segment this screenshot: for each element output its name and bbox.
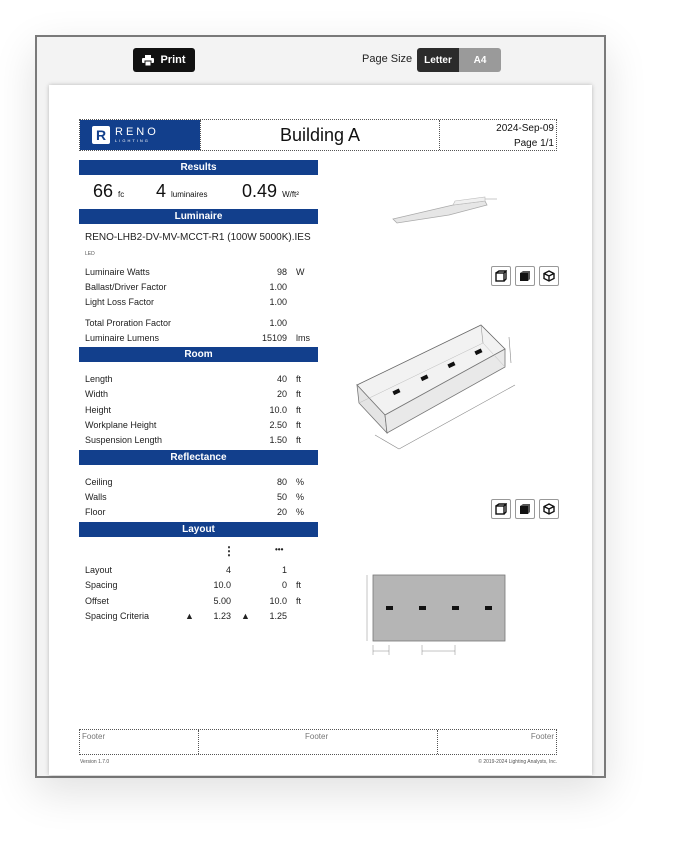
row-value-1: 5.00: [213, 596, 231, 606]
row-unit: ft: [296, 435, 302, 445]
row-value-1: 4: [225, 565, 231, 575]
row-value: 2.50: [269, 420, 287, 430]
report-date: 2024-Sep-09: [496, 123, 554, 134]
cube-front-icon[interactable]: [491, 499, 511, 519]
page-size-a4[interactable]: A4: [459, 48, 501, 72]
row-unit: ft: [296, 580, 302, 590]
cube-front-icon[interactable]: [491, 266, 511, 286]
report-header: [79, 119, 557, 151]
row-unit: %: [296, 507, 305, 517]
row-value-2: 0: [281, 580, 287, 590]
page-size-label: Page Size: [362, 53, 413, 65]
row-unit: ft: [296, 596, 302, 606]
row-label: Spacing Criteria: [85, 611, 150, 621]
row-label: Workplane Height: [85, 420, 157, 430]
results-heading: Results: [79, 160, 318, 175]
logo-sub: LIGHTING: [115, 138, 150, 143]
row-label: Ceiling: [85, 477, 113, 487]
row-value: 1.00: [269, 297, 287, 307]
row-value: 50: [276, 492, 287, 502]
row-value: 10.0: [269, 405, 287, 415]
row-unit: %: [296, 477, 305, 487]
row-value-1: 10.0: [213, 580, 231, 590]
page-number: Page 1/1: [513, 138, 554, 149]
row-layout-icon: •••: [275, 545, 284, 554]
reflectance-heading: Reflectance: [79, 450, 318, 465]
report-footer: [79, 729, 557, 755]
svg-text:R: R: [95, 127, 107, 143]
row-value-1: 1.23: [213, 611, 231, 621]
row-unit: ft: [296, 405, 302, 415]
row-value-2: 1.25: [269, 611, 287, 621]
row-label: Total Proration Factor: [85, 318, 172, 328]
row-label: Floor: [85, 507, 106, 517]
row-unit: W: [296, 267, 305, 277]
view-buttons-plan: [491, 499, 559, 519]
print-label: Print: [160, 54, 186, 66]
printer-icon: [142, 55, 154, 66]
row-label: Luminaire Lumens: [85, 333, 160, 343]
luminaire-count: 4 luminaires: [156, 181, 208, 201]
print-button[interactable]: [133, 48, 195, 72]
logo-text: RENO: [115, 126, 159, 138]
row-unit: lms: [296, 333, 310, 343]
warning-icon: ▲: [185, 611, 194, 621]
column-layout-icon: ⋮: [223, 544, 235, 558]
copyright-text: © 2019-2024 Lighting Analysts, Inc.: [478, 759, 557, 765]
luminaire-heading: Luminaire: [79, 209, 318, 224]
room-heading: Room: [79, 347, 318, 362]
row-label: Walls: [85, 492, 107, 502]
footer-left: Footer: [82, 732, 106, 741]
layout-heading: Layout: [79, 522, 318, 537]
power-density: 0.49 W/ft²: [242, 181, 299, 201]
row-unit: ft: [296, 374, 302, 384]
row-value: 20: [276, 507, 287, 517]
row-label: Spacing: [85, 580, 118, 590]
lamp-type: LED: [85, 251, 95, 257]
row-label: Light Loss Factor: [85, 297, 155, 307]
row-value-2: 1: [281, 565, 287, 575]
view-buttons-3d: [491, 266, 559, 286]
row-label: Height: [85, 405, 112, 415]
page-size-letter[interactable]: Letter: [417, 48, 459, 72]
row-value: 1.50: [269, 435, 287, 445]
toolbar: [37, 37, 604, 85]
cube-iso-icon[interactable]: [539, 499, 559, 519]
row-value: 20: [276, 389, 287, 399]
warning-icon: ▲: [241, 611, 250, 621]
row-value: 15109: [261, 333, 287, 343]
row-unit: ft: [296, 389, 302, 399]
footer-center: Footer: [305, 732, 329, 741]
company-logo: [80, 120, 200, 150]
row-value: 80: [276, 477, 287, 487]
row-value: 98: [276, 267, 287, 277]
cube-side-icon[interactable]: [515, 266, 535, 286]
row-unit: ft: [296, 420, 302, 430]
row-label: Ballast/Driver Factor: [85, 282, 167, 292]
row-value: 40: [276, 374, 287, 384]
report-title: Building A: [200, 120, 440, 150]
row-label: Suspension Length: [85, 435, 163, 445]
report-window: [35, 35, 606, 778]
reno-r-icon: [92, 126, 110, 144]
cube-side-icon[interactable]: [515, 499, 535, 519]
report-page: [49, 85, 592, 775]
row-unit: %: [296, 492, 305, 502]
row-value: 1.00: [269, 318, 287, 328]
row-label: Offset: [85, 596, 109, 606]
ies-filename: RENO-LHB2-DV-MV-MCCT-R1 (100W 5000K).IES: [85, 232, 311, 243]
fc-value: 66 fc: [93, 181, 125, 201]
row-value-2: 10.0: [269, 596, 287, 606]
footer-right: Footer: [530, 732, 554, 741]
row-label: Width: [85, 389, 109, 399]
page-size-toggle: [417, 48, 501, 72]
row-label: Luminaire Watts: [85, 267, 150, 277]
row-label: Length: [85, 374, 113, 384]
report-meta: [496, 121, 554, 151]
row-value: 1.00: [269, 282, 287, 292]
row-label: Layout: [85, 565, 113, 575]
room-plan-view: [359, 573, 509, 669]
cube-iso-icon[interactable]: [539, 266, 559, 286]
version-text: Version 1.7.0: [80, 759, 110, 765]
room-3d-view: [355, 323, 521, 453]
luminaire-image: [389, 191, 499, 227]
